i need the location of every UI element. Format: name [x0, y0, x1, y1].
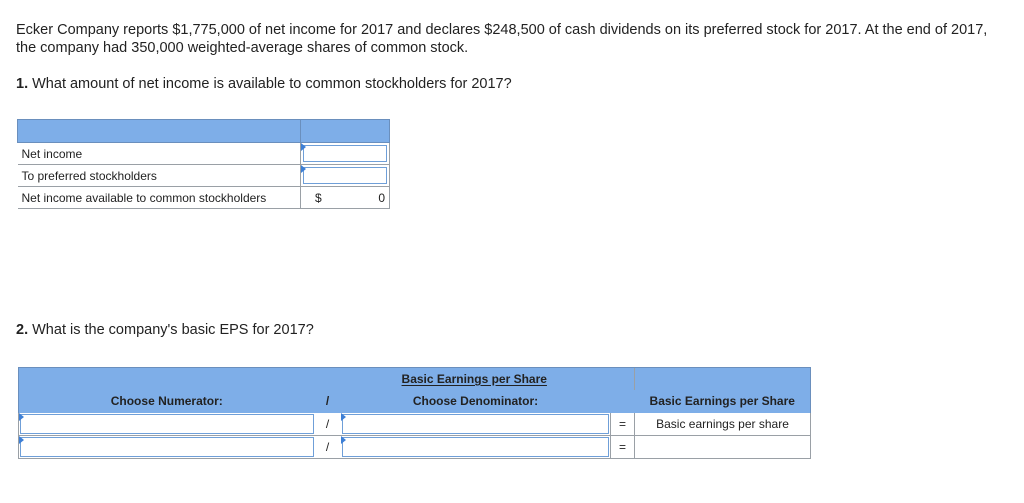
net-income-input[interactable] — [301, 143, 390, 165]
basic-eps-table-title: Basic Earnings per Share — [315, 368, 635, 390]
basic-eps-header-row — [19, 390, 811, 413]
equals-header — [611, 390, 635, 413]
input-marker-icon — [19, 436, 24, 444]
division-sign: / — [315, 413, 341, 436]
denominator-select-1[interactable] — [341, 413, 611, 436]
currency-symbol: $ — [315, 191, 322, 205]
table-row — [18, 143, 390, 165]
numerator-select-1[interactable] — [19, 413, 315, 436]
input-marker-icon — [341, 436, 346, 444]
basic-eps-title-row — [19, 368, 811, 390]
table-row — [18, 165, 390, 187]
net-income-label: Net income — [18, 143, 301, 165]
table-row — [19, 436, 811, 459]
net-income-table — [17, 119, 390, 209]
denominator-select-2[interactable] — [341, 436, 611, 459]
numerator-select-2-box[interactable] — [20, 437, 314, 457]
denominator-select-2-box[interactable] — [342, 437, 610, 457]
preferred-stockholders-input-box[interactable] — [303, 167, 387, 184]
result-label-text: Basic earnings per share — [656, 416, 789, 431]
result-label — [635, 413, 811, 436]
numerator-select-1-box[interactable] — [20, 414, 314, 435]
result-header: Basic Earnings per Share — [635, 390, 811, 413]
question-2 — [16, 322, 314, 338]
basic-eps-table — [18, 367, 811, 459]
preferred-stockholders-input[interactable] — [301, 165, 390, 187]
question-1-number: 1. — [16, 76, 29, 92]
preferred-stockholders-label: To preferred stockholders — [18, 165, 301, 187]
net-income-common-value: 0 — [378, 191, 385, 205]
slash-header: / — [315, 390, 341, 413]
denominator-select-1-box[interactable] — [342, 414, 610, 435]
problem-intro: Ecker Company reports $1,775,000 of net income for 2017 and declares $248,500 of cash dividends on its preferred stock for 2017. At the end of 2017, the company had 350,000 weighted-average shares of common stock. — [16, 22, 988, 56]
division-sign: / — [315, 436, 341, 459]
equals-sign: = — [611, 436, 635, 459]
numerator-select-2[interactable] — [19, 436, 315, 459]
input-marker-icon — [301, 165, 306, 173]
input-marker-icon — [19, 413, 24, 421]
net-income-common-label: Net income available to common stockholders — [18, 187, 301, 209]
net-income-common-total — [301, 187, 390, 209]
numerator-header: Choose Numerator: — [19, 390, 315, 413]
net-income-table-header — [18, 120, 390, 143]
result-value — [635, 436, 811, 459]
question-1-text: What amount of net income is available to common stockholders for 2017? — [32, 76, 512, 92]
net-income-input-box[interactable] — [303, 145, 387, 162]
question-2-text: What is the company's basic EPS for 2017? — [32, 322, 314, 338]
input-marker-icon — [301, 143, 306, 151]
question-2-number: 2. — [16, 322, 29, 338]
question-1 — [16, 76, 512, 92]
input-marker-icon — [341, 413, 346, 421]
table-row — [18, 187, 390, 209]
denominator-header: Choose Denominator: — [341, 390, 611, 413]
equals-sign: = — [611, 413, 635, 436]
table-row — [19, 413, 811, 436]
